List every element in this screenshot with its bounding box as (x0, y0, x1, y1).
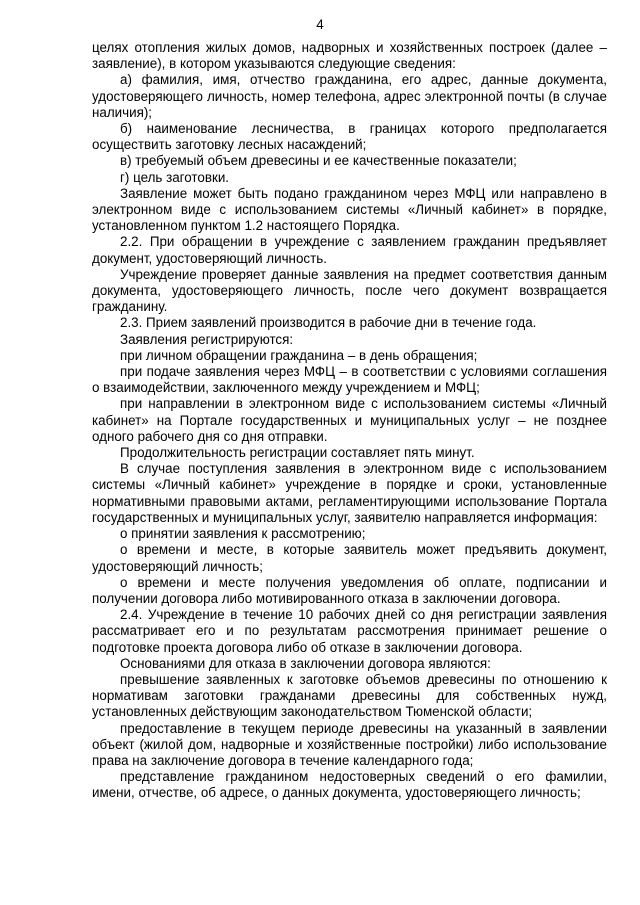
paragraph: 2.3. Прием заявлений производится в рабочие дни в течение года. (120, 315, 537, 331)
paragraph: 2.2. При обращении в учреждение с заявлением гражданин предъявляет документ, удостоверяющий личность. (92, 234, 607, 266)
paragraph: о времени и месте, в которые заявитель может предъявить документ, удостоверяющий личность; (92, 542, 607, 574)
paragraph: В случае поступления заявления в электронном виде с использованием системы «Личный кабинет» учреждение в порядке и сроки, установленные нормативными правовыми актами, регламентирующими использование Портала государственных и муниципальных услуг, заявителю направляется информация: (92, 461, 607, 525)
document-body (92, 40, 607, 802)
paragraph: при личном обращении гражданина – в день обращения; (120, 347, 478, 363)
paragraph: предоставление в текущем периоде древесины на указанный в заявлении объект (жилой дом, надворные и хозяйственные постройки) либо использование права на заключение договора в течение календарного года; (92, 720, 607, 768)
paragraph: б) наименование лесничества, в границах которого предполагается осуществить заготовку лесных насаждений; (92, 121, 607, 153)
paragraph: Заявление может быть подано гражданином через МФЦ или направлено в электронном виде с использованием системы «Личный кабинет» в порядке, установленном пунктом 1.2 настоящего Порядка. (92, 185, 607, 234)
paragraph: 2.4. Учреждение в течение 10 рабочих дней со дня регистрации заявления рассматривает его и по результатам рассмотрения принимает решение о подготовке проекта договора либо об отказе в заключении договора. (92, 607, 607, 655)
paragraph: целях отопления жилых домов, надворных и хозяйственных построек (далее – заявление), в котором указываются следующие сведения: (92, 40, 607, 72)
paragraph: о принятии заявления к рассмотрению; (120, 526, 366, 542)
paragraph: Основаниями для отказа в заключении договора являются: (120, 655, 491, 671)
page-number: 4 (316, 17, 324, 32)
paragraph: Учреждение проверяет данные заявления на предмет соответствия данным документа, удостоверяющего личность, после чего документ возвращается гражданину. (92, 266, 607, 315)
paragraph: представление гражданином недостоверных сведений о его фамилии, имени, отчестве, об адресе, о данных документа, удостоверяющего личность; (92, 769, 607, 801)
paragraph: Продолжительность регистрации составляет пять минут. (120, 445, 475, 461)
paragraph: превышение заявленных к заготовке объемов древесины по отношению к нормативам заготовки гражданами древесины для собственных нужд, установленных действующим законодательством Тюменской области; (92, 671, 607, 720)
paragraph: в) требуемый объем древесины и ее качественные показатели; (120, 153, 517, 169)
paragraph: при подаче заявления через МФЦ – в соответствии с условиями соглашения о взаимодействии, заключенного между учреждением и МФЦ; (92, 364, 607, 396)
paragraph: г) цель заготовки. (120, 169, 230, 185)
paragraph: при направлении в электронном виде с использованием системы «Личный кабинет» на Портале государственных и муниципальных услуг – не позднее одного рабочего дня со дня отправки. (92, 396, 607, 444)
paragraph: а) фамилия, имя, отчество гражданина, его адрес, данные документа, удостоверяющего личность, номер телефона, адрес электронной почты (в случае наличия); (92, 72, 607, 120)
paragraph: Заявления регистрируются: (120, 331, 294, 347)
paragraph: о времени и месте получения уведомления об оплате, подписании и получении договора либо мотивированного отказа в заключении договора. (92, 574, 607, 606)
